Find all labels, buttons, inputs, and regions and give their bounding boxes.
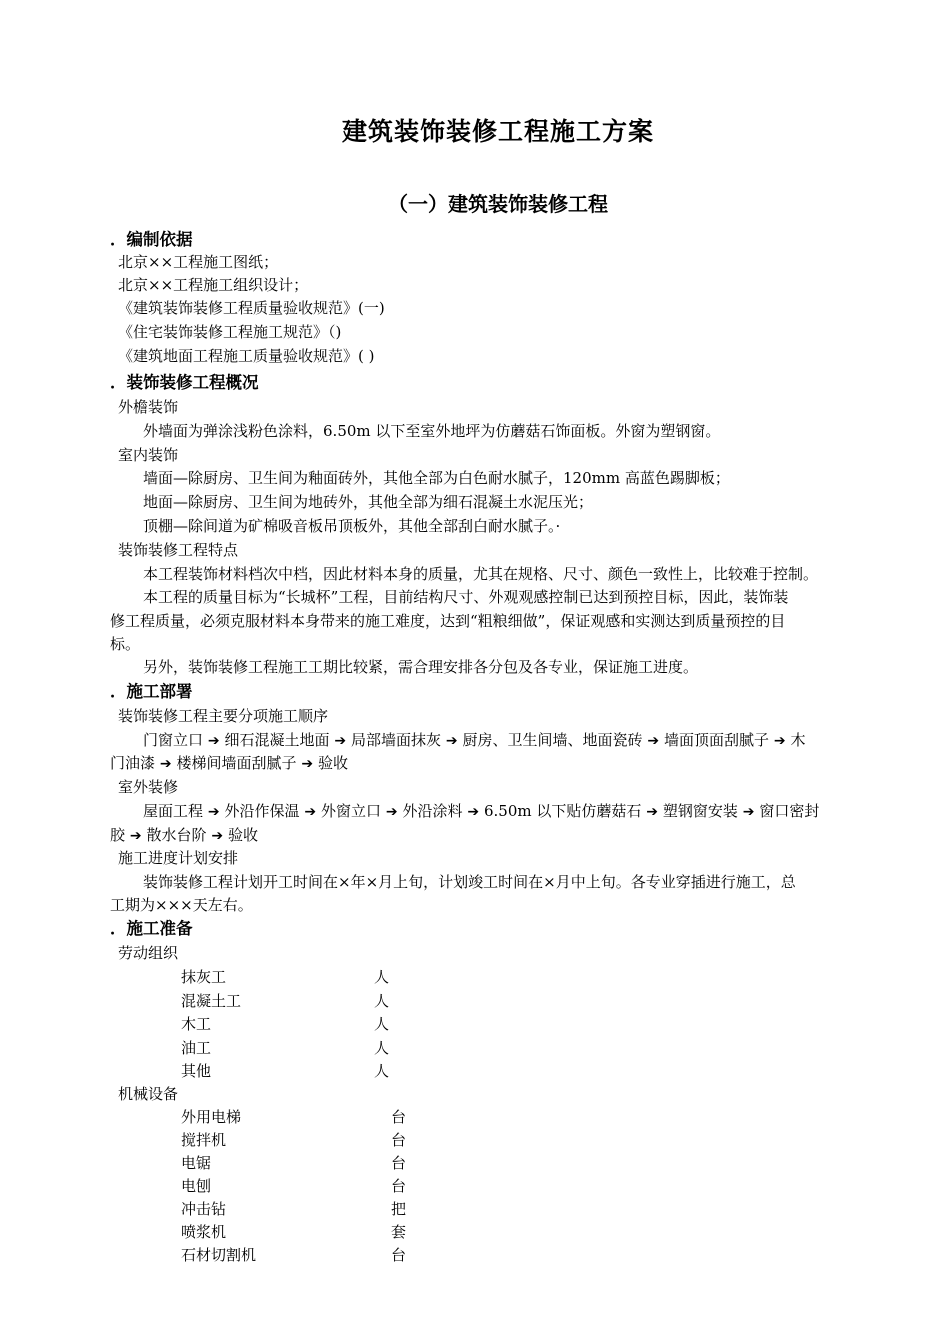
sub-heading: 装饰装修工程主要分项施工顺序	[118, 707, 329, 725]
resource-name: 冲击钻	[181, 1200, 227, 1218]
resource-name: 电锯	[181, 1154, 212, 1172]
sub-heading: 外檐装饰	[118, 398, 179, 416]
basis-item: 《住宅装饰装修工程施工规范》（)	[118, 323, 342, 341]
process-step: 厨房、卫生间墙、地面瓷砖	[462, 731, 643, 749]
process-step: 外沿作保温	[224, 802, 300, 820]
arrow-right-icon: ➔	[462, 804, 484, 820]
heading-deployment: ．施工部署	[110, 682, 193, 701]
basis-item: 北京××工程施工组织设计；	[118, 276, 309, 294]
resource-unit: 人	[374, 968, 390, 986]
basis-item: 《建筑装饰装修工程质量验收规范》(一)	[118, 299, 385, 317]
section-title: （一）建筑装饰装修工程	[388, 192, 608, 216]
arrow-right-icon: ➔	[329, 733, 351, 749]
process-step: 门窗立口	[143, 731, 204, 749]
arrow-right-icon: ➔	[203, 733, 225, 749]
arrow-right-icon: ➔	[769, 733, 791, 749]
resource-name: 混凝土工	[181, 991, 242, 1010]
paragraph: 本工程的质量目标为“长城杯”工程，目前结构尺寸、外观观感控制已达到预控目标，因此，装饰装	[143, 588, 789, 606]
paragraph: 墙面—除厨房、卫生间为釉面砖外，其他全部为白色耐水腻子，120mm 高蓝色踢脚板；	[143, 469, 730, 487]
resource-name: 石材切割机	[181, 1246, 257, 1264]
resource-unit: 人	[374, 1062, 390, 1080]
process-sequence	[143, 800, 819, 823]
resource-unit: 人	[374, 1038, 390, 1057]
arrow-right-icon: ➔	[155, 756, 177, 772]
process-step: 塑钢窗安装	[662, 802, 738, 820]
resource-unit: 台	[391, 1154, 407, 1172]
resource-unit: 把	[391, 1200, 407, 1218]
process-step: 局部墙面抹灰	[351, 731, 442, 749]
resource-unit: 人	[374, 1015, 390, 1033]
arrow-right-icon: ➔	[641, 804, 663, 820]
sub-heading: 室内装饰	[118, 446, 179, 464]
heading-overview: ．装饰装修工程概况	[110, 373, 259, 392]
arrow-right-icon: ➔	[125, 828, 147, 844]
resource-name: 外用电梯	[181, 1108, 242, 1126]
paragraph: 地面—除厨房、卫生间为地砖外，其他全部为细石混凝土水泥压光；	[143, 493, 594, 511]
resource-unit: 台	[391, 1108, 407, 1126]
arrow-right-icon: ➔	[206, 828, 228, 844]
process-step: 外沿涂料	[402, 802, 463, 820]
resource-name: 油工	[181, 1038, 212, 1057]
resource-unit: 套	[391, 1223, 407, 1241]
paragraph: 修工程质量，必须克服材料本身带来的施工难度，达到“粗粮细做”，保证观感和实测达到质量预控的目	[110, 612, 786, 630]
resource-name: 其他	[181, 1062, 212, 1080]
process-step: 楼梯间墙面刮腻子	[176, 754, 297, 772]
process-step: 墙面顶面刮腻子	[664, 731, 770, 749]
process-step: 胶	[110, 826, 126, 844]
arrow-right-icon: ➔	[441, 733, 463, 749]
process-step: 散水台阶	[146, 826, 207, 844]
paragraph: 另外，装饰装修工程施工工期比较紧，需合理安排各分包及各专业，保证施工进度。	[143, 658, 699, 676]
arrow-right-icon: ➔	[642, 733, 664, 749]
sub-heading: 装饰装修工程特点	[118, 541, 239, 559]
paragraph: 标。	[110, 635, 141, 653]
arrow-right-icon: ➔	[381, 804, 403, 820]
paragraph: 本工程装饰材料档次中档，因此材料本身的质量，尤其在规格、尺寸、颜色一致性上，比较难于控制。	[143, 565, 819, 583]
process-step: 窗口密封	[759, 802, 820, 820]
process-step: 验收	[228, 826, 259, 844]
resource-name: 电刨	[181, 1177, 212, 1195]
process-sequence	[143, 729, 806, 752]
resource-unit: 人	[374, 991, 390, 1010]
process-step: 木	[790, 731, 806, 749]
paragraph: 装饰装修工程计划开工时间在×年×月上旬，计划竣工时间在×月中上旬。各专业穿插进行施工，总	[143, 873, 796, 891]
resource-name: 喷浆机	[181, 1223, 227, 1241]
arrow-right-icon: ➔	[203, 804, 225, 820]
resource-name: 搅拌机	[181, 1131, 227, 1149]
process-step: 门油漆	[110, 754, 156, 772]
process-sequence	[110, 752, 348, 775]
resource-name: 木工	[181, 1015, 212, 1033]
arrow-right-icon: ➔	[296, 756, 318, 772]
resource-unit: 台	[391, 1131, 407, 1149]
basis-item: 北京××工程施工图纸；	[118, 253, 279, 271]
document-title: 建筑装饰装修工程施工方案	[341, 117, 654, 146]
process-step: 细石混凝土地面	[224, 731, 330, 749]
sub-heading: 劳动组织	[118, 944, 179, 962]
process-step: 外窗立口	[321, 802, 382, 820]
resource-unit: 台	[391, 1177, 407, 1195]
sub-heading: 机械设备	[118, 1085, 179, 1103]
sub-heading: 室外装修	[118, 778, 179, 796]
sub-heading: 施工进度计划安排	[118, 849, 239, 867]
resource-unit: 台	[391, 1246, 407, 1264]
paragraph: 顶棚—除间道为矿棉吸音板吊顶板外，其他全部刮白耐水腻子。·	[143, 517, 561, 535]
heading-preparation: ．施工准备	[110, 919, 193, 938]
process-step: 6.50m 以下贴仿蘑菇石	[484, 802, 642, 820]
resource-name: 抹灰工	[181, 968, 227, 986]
process-sequence	[110, 824, 258, 847]
paragraph: 工期为×××天左右。	[110, 896, 253, 914]
basis-item: 《建筑地面工程施工质量验收规范》( )	[118, 347, 375, 365]
paragraph: 外墙面为弹涂浅粉色涂料，6.50m 以下至室外地坪为仿蘑菇石饰面板。外窗为塑钢窗。	[143, 422, 721, 440]
process-step: 验收	[318, 754, 349, 772]
process-step: 屋面工程	[143, 802, 204, 820]
heading-basis: ．编制依据	[110, 230, 193, 249]
arrow-right-icon: ➔	[737, 804, 760, 820]
arrow-right-icon: ➔	[299, 804, 321, 820]
